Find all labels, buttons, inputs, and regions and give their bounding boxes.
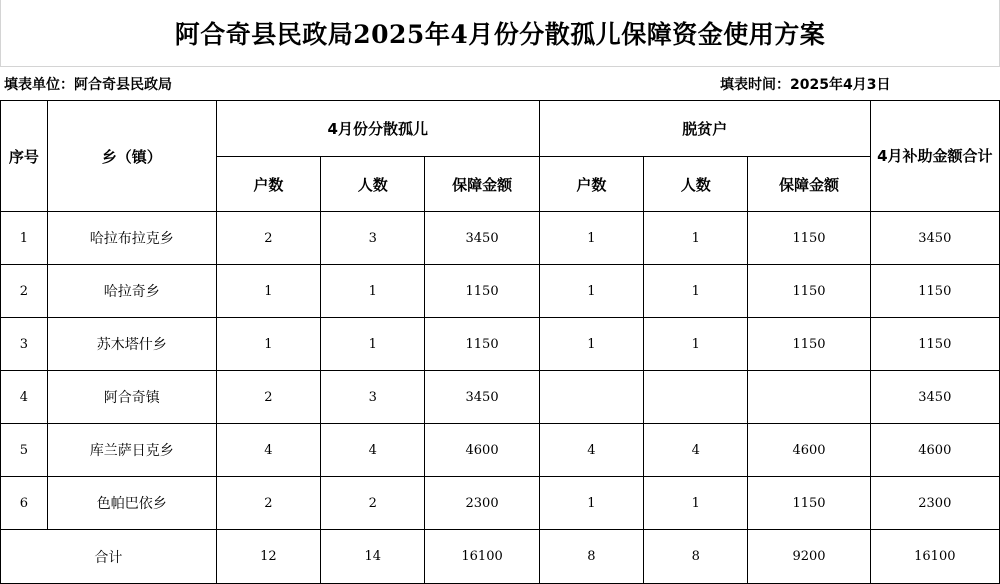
cell-poverty-households	[539, 371, 643, 424]
header-orphan-amount: 保障金额	[425, 157, 539, 212]
cell-orphan-persons: 1	[321, 318, 425, 371]
totals-row	[1, 530, 1000, 584]
table-row	[1, 212, 1000, 265]
header-no: 序号	[1, 101, 48, 212]
table-row	[1, 318, 1000, 371]
cell-orphan-households: 2	[216, 371, 320, 424]
cell-orphan-households: 4	[216, 424, 320, 477]
header-poverty-group: 脱贫户	[539, 101, 870, 157]
cell-orphan-persons: 3	[321, 212, 425, 265]
cell-poverty-households: 1	[539, 318, 643, 371]
fill-date: 填表时间：2025年4月3日	[720, 77, 891, 93]
cell-poverty-households: 4	[539, 424, 643, 477]
total-poverty-households: 8	[539, 530, 643, 584]
cell-no: 4	[1, 371, 48, 424]
table-row	[1, 265, 1000, 318]
cell-orphan-amount: 3450	[425, 371, 539, 424]
cell-orphan-amount: 4600	[425, 424, 539, 477]
cell-orphan-amount: 1150	[425, 265, 539, 318]
cell-total: 4600	[870, 424, 999, 477]
funds-table	[0, 100, 1000, 584]
cell-poverty-persons: 1	[644, 265, 748, 318]
cell-total: 3450	[870, 371, 999, 424]
cell-total: 1150	[870, 265, 999, 318]
fill-unit: 填表单位：阿合奇县民政局	[4, 77, 172, 93]
totals-label: 合计	[1, 530, 217, 584]
cell-orphan-amount: 2300	[425, 477, 539, 530]
header-orphan-households: 户数	[216, 157, 320, 212]
cell-poverty-persons: 1	[644, 212, 748, 265]
cell-orphan-households: 2	[216, 212, 320, 265]
total-poverty-amount: 9200	[748, 530, 870, 584]
cell-poverty-persons: 1	[644, 477, 748, 530]
header-total: 4月补助金额合计	[870, 101, 999, 212]
header-poverty-amount: 保障金额	[748, 157, 870, 212]
cell-no: 6	[1, 477, 48, 530]
table-row	[1, 477, 1000, 530]
cell-orphan-persons: 4	[321, 424, 425, 477]
total-grand: 16100	[870, 530, 999, 584]
cell-orphan-amount: 3450	[425, 212, 539, 265]
cell-orphan-persons: 1	[321, 265, 425, 318]
header-town: 乡（镇）	[47, 101, 216, 212]
total-orphan-persons: 14	[321, 530, 425, 584]
cell-poverty-amount: 1150	[748, 265, 870, 318]
cell-poverty-households: 1	[539, 477, 643, 530]
table-row	[1, 424, 1000, 477]
cell-no: 3	[1, 318, 48, 371]
cell-poverty-amount: 1150	[748, 318, 870, 371]
cell-total: 3450	[870, 212, 999, 265]
cell-total: 1150	[870, 318, 999, 371]
cell-town: 苏木塔什乡	[47, 318, 216, 371]
cell-poverty-amount	[748, 371, 870, 424]
cell-total: 2300	[870, 477, 999, 530]
cell-orphan-amount: 1150	[425, 318, 539, 371]
total-orphan-amount: 16100	[425, 530, 539, 584]
cell-no: 5	[1, 424, 48, 477]
total-orphan-households: 12	[216, 530, 320, 584]
cell-orphan-households: 1	[216, 265, 320, 318]
page-title: 阿合奇县民政局2025年4月份分散孤儿保障资金使用方案	[0, 0, 1000, 67]
cell-orphan-persons: 3	[321, 371, 425, 424]
header-poverty-persons: 人数	[644, 157, 748, 212]
header-poverty-households: 户数	[539, 157, 643, 212]
cell-no: 2	[1, 265, 48, 318]
info-bar	[0, 67, 1000, 99]
cell-town: 库兰萨日克乡	[47, 424, 216, 477]
cell-town: 阿合奇镇	[47, 371, 216, 424]
cell-poverty-amount: 4600	[748, 424, 870, 477]
cell-poverty-amount: 1150	[748, 477, 870, 530]
cell-town: 哈拉奇乡	[47, 265, 216, 318]
cell-no: 1	[1, 212, 48, 265]
table-row	[1, 371, 1000, 424]
cell-poverty-amount: 1150	[748, 212, 870, 265]
cell-poverty-persons: 4	[644, 424, 748, 477]
cell-poverty-households: 1	[539, 212, 643, 265]
header-orphan-group: 4月份分散孤儿	[216, 101, 539, 157]
cell-town: 色帕巴依乡	[47, 477, 216, 530]
cell-orphan-persons: 2	[321, 477, 425, 530]
cell-town: 哈拉布拉克乡	[47, 212, 216, 265]
header-orphan-persons: 人数	[321, 157, 425, 212]
cell-poverty-persons	[644, 371, 748, 424]
cell-orphan-households: 1	[216, 318, 320, 371]
total-poverty-persons: 8	[644, 530, 748, 584]
cell-poverty-households: 1	[539, 265, 643, 318]
cell-orphan-households: 2	[216, 477, 320, 530]
cell-poverty-persons: 1	[644, 318, 748, 371]
